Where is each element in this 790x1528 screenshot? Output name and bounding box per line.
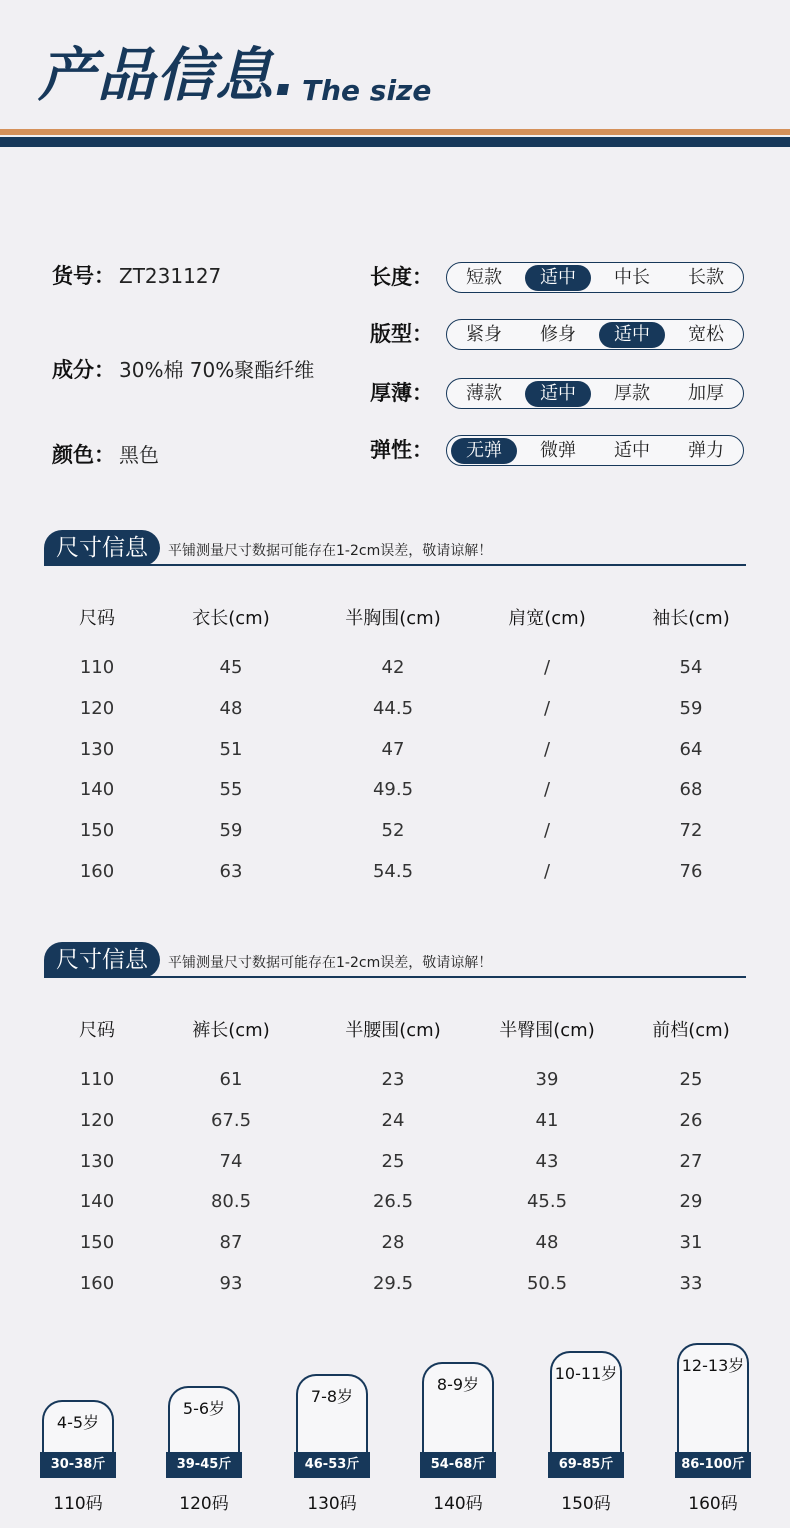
attribute-option-selected: 无弹 bbox=[451, 438, 517, 464]
table-header-cell: 半腰围(cm) bbox=[345, 1020, 441, 1041]
attribute-label: 版型： bbox=[370, 322, 433, 346]
table-cell: 29.5 bbox=[372, 1273, 414, 1294]
table-cell: 150 bbox=[79, 1232, 115, 1254]
size-card-weight: 54-68斤 bbox=[420, 1452, 496, 1478]
table-header-cell: 肩宽(cm) bbox=[508, 608, 586, 629]
section-line-pants bbox=[44, 976, 746, 978]
table-cell: 61 bbox=[219, 1069, 243, 1090]
table-cell: 51 bbox=[219, 738, 243, 760]
table-cell: 55 bbox=[219, 779, 243, 801]
attribute-label: 长度： bbox=[370, 265, 433, 289]
table-cell: 43 bbox=[535, 1150, 559, 1172]
header-divider-orange bbox=[0, 129, 790, 135]
attribute-option: 薄款 bbox=[466, 382, 502, 404]
table-cell: 93 bbox=[219, 1273, 243, 1294]
size-card bbox=[422, 1362, 494, 1452]
table-cell: 23 bbox=[381, 1069, 405, 1090]
table-cell: 72 bbox=[679, 820, 703, 842]
table-cell: 44.5 bbox=[372, 697, 414, 719]
attribute-option: 短款 bbox=[466, 266, 502, 288]
table-cell: 26 bbox=[679, 1109, 703, 1131]
size-card-weight: 30-38斤 bbox=[40, 1452, 116, 1478]
table-cell: 26.5 bbox=[372, 1191, 414, 1213]
sku-row bbox=[52, 262, 221, 290]
table-header-cell: 尺码 bbox=[79, 1020, 115, 1041]
attribute-option: 弹力 bbox=[688, 439, 724, 461]
table-cell: 59 bbox=[679, 697, 703, 719]
table-cell: 120 bbox=[79, 697, 115, 719]
table-cell: / bbox=[543, 657, 551, 678]
attribute-option: 加厚 bbox=[688, 382, 724, 404]
sku-label: 货号： bbox=[52, 264, 115, 288]
size-card bbox=[168, 1386, 240, 1452]
size-card-code: 120码 bbox=[179, 1494, 229, 1514]
attribute-option: 修身 bbox=[540, 323, 576, 345]
size-card-weight: 46-53斤 bbox=[294, 1452, 370, 1478]
table-cell: 76 bbox=[679, 861, 703, 882]
table-cell: 130 bbox=[79, 738, 115, 760]
table-cell: 24 bbox=[381, 1109, 405, 1131]
table-cell: 45 bbox=[219, 657, 243, 678]
attribute-option-selected: 适中 bbox=[525, 265, 591, 291]
attribute-options bbox=[446, 435, 744, 466]
section-note-pants: 平铺测量尺寸数据可能存在1-2cm误差，敬请谅解！ bbox=[168, 955, 493, 971]
color-row bbox=[52, 441, 159, 469]
table-cell: 47 bbox=[381, 738, 405, 760]
table-cell: 41 bbox=[535, 1109, 559, 1131]
table-cell: 31 bbox=[679, 1232, 703, 1254]
table-cell: 52 bbox=[381, 820, 405, 842]
attribute-label: 厚薄： bbox=[370, 381, 433, 405]
size-card-age: 7-8岁 bbox=[310, 1387, 354, 1406]
attribute-option: 厚款 bbox=[614, 382, 650, 404]
table-header-cell: 袖长(cm) bbox=[652, 608, 730, 629]
color-value: 黑色 bbox=[119, 443, 159, 467]
table-cell: / bbox=[543, 697, 551, 719]
table-cell: 67.5 bbox=[210, 1109, 252, 1131]
size-card bbox=[677, 1343, 749, 1452]
size-card-age: 5-6岁 bbox=[182, 1399, 226, 1418]
section-line-top bbox=[44, 564, 746, 566]
attribute-options bbox=[446, 378, 744, 409]
table-header-cell: 衣长(cm) bbox=[192, 608, 270, 629]
table-cell: 27 bbox=[679, 1150, 703, 1172]
table-cell: 160 bbox=[79, 1273, 115, 1294]
table-cell: 63 bbox=[219, 861, 243, 882]
table-cell: 33 bbox=[679, 1273, 703, 1294]
size-card bbox=[42, 1400, 114, 1452]
table-cell: / bbox=[543, 820, 551, 842]
page-subtitle: The size bbox=[302, 74, 432, 107]
table-cell: 64 bbox=[679, 738, 703, 760]
table-cell: 50.5 bbox=[526, 1273, 568, 1294]
attribute-option: 中长 bbox=[614, 266, 650, 288]
header-divider-navy bbox=[0, 137, 790, 147]
table-cell: 130 bbox=[79, 1150, 115, 1172]
size-card-code: 130码 bbox=[307, 1494, 357, 1514]
size-card-code: 110码 bbox=[53, 1494, 103, 1514]
attribute-option: 宽松 bbox=[688, 323, 724, 345]
table-cell: 140 bbox=[79, 779, 115, 801]
attribute-option: 长款 bbox=[688, 266, 724, 288]
size-card-code: 140码 bbox=[433, 1494, 483, 1514]
section-tab-pants: 尺寸信息 bbox=[44, 942, 160, 978]
table-cell: 45.5 bbox=[526, 1191, 568, 1213]
table-cell: / bbox=[543, 861, 551, 882]
table-cell: 59 bbox=[219, 820, 243, 842]
table-cell: 110 bbox=[79, 1069, 115, 1090]
table-cell: 48 bbox=[219, 697, 243, 719]
table-cell: 80.5 bbox=[210, 1191, 252, 1213]
table-cell: 110 bbox=[79, 657, 115, 678]
table-cell: 54 bbox=[679, 657, 703, 678]
material-label: 成分： bbox=[52, 358, 115, 382]
attribute-option-selected: 适中 bbox=[525, 381, 591, 407]
table-cell: 25 bbox=[381, 1150, 405, 1172]
size-card-code: 160码 bbox=[688, 1494, 738, 1514]
size-card-age: 10-11岁 bbox=[554, 1364, 618, 1383]
table-header-cell: 半臀围(cm) bbox=[499, 1020, 595, 1041]
table-cell: 150 bbox=[79, 820, 115, 842]
attribute-option: 紧身 bbox=[466, 323, 502, 345]
attribute-option: 微弹 bbox=[540, 439, 576, 461]
sku-value: ZT231127 bbox=[119, 264, 222, 288]
table-cell: 25 bbox=[679, 1069, 703, 1090]
table-cell: 28 bbox=[381, 1232, 405, 1254]
table-cell: 39 bbox=[535, 1069, 559, 1090]
section-tab-top: 尺寸信息 bbox=[44, 530, 160, 566]
size-card-age: 8-9岁 bbox=[436, 1375, 480, 1394]
size-card-code: 150码 bbox=[561, 1494, 611, 1514]
size-card bbox=[550, 1351, 622, 1452]
material-value: 30%棉 70%聚酯纤维 bbox=[119, 358, 315, 382]
table-cell: / bbox=[543, 779, 551, 801]
table-cell: 68 bbox=[679, 779, 703, 801]
table-cell: 87 bbox=[219, 1232, 243, 1254]
attribute-options bbox=[446, 262, 744, 293]
table-cell: 140 bbox=[79, 1191, 115, 1213]
table-cell: 49.5 bbox=[372, 779, 414, 801]
size-card-weight: 69-85斤 bbox=[548, 1452, 624, 1478]
table-cell: 29 bbox=[679, 1191, 703, 1213]
table-cell: 42 bbox=[381, 657, 405, 678]
size-card-age: 12-13岁 bbox=[681, 1356, 745, 1375]
table-header-cell: 裤长(cm) bbox=[192, 1020, 270, 1041]
page-title: 产品信息. bbox=[38, 41, 298, 109]
color-label: 颜色： bbox=[52, 443, 115, 467]
table-cell: 48 bbox=[535, 1232, 559, 1254]
table-cell: 160 bbox=[79, 861, 115, 882]
attribute-option-selected: 适中 bbox=[599, 322, 665, 348]
attribute-label: 弹性： bbox=[370, 438, 433, 462]
attribute-option: 适中 bbox=[614, 439, 650, 461]
size-card-weight: 39-45斤 bbox=[166, 1452, 242, 1478]
table-cell: 54.5 bbox=[372, 861, 414, 882]
section-note-top: 平铺测量尺寸数据可能存在1-2cm误差，敬请谅解！ bbox=[168, 543, 493, 559]
table-cell: 74 bbox=[219, 1150, 243, 1172]
table-header-cell: 尺码 bbox=[79, 608, 115, 629]
table-header-cell: 半胸围(cm) bbox=[345, 608, 441, 629]
size-card-weight: 86-100斤 bbox=[675, 1452, 751, 1478]
size-card-age: 4-5岁 bbox=[56, 1413, 100, 1432]
size-card bbox=[296, 1374, 368, 1452]
table-cell: / bbox=[543, 738, 551, 760]
table-header-cell: 前档(cm) bbox=[652, 1020, 730, 1041]
attribute-options bbox=[446, 319, 744, 350]
table-cell: 120 bbox=[79, 1109, 115, 1131]
material-row bbox=[52, 356, 314, 384]
